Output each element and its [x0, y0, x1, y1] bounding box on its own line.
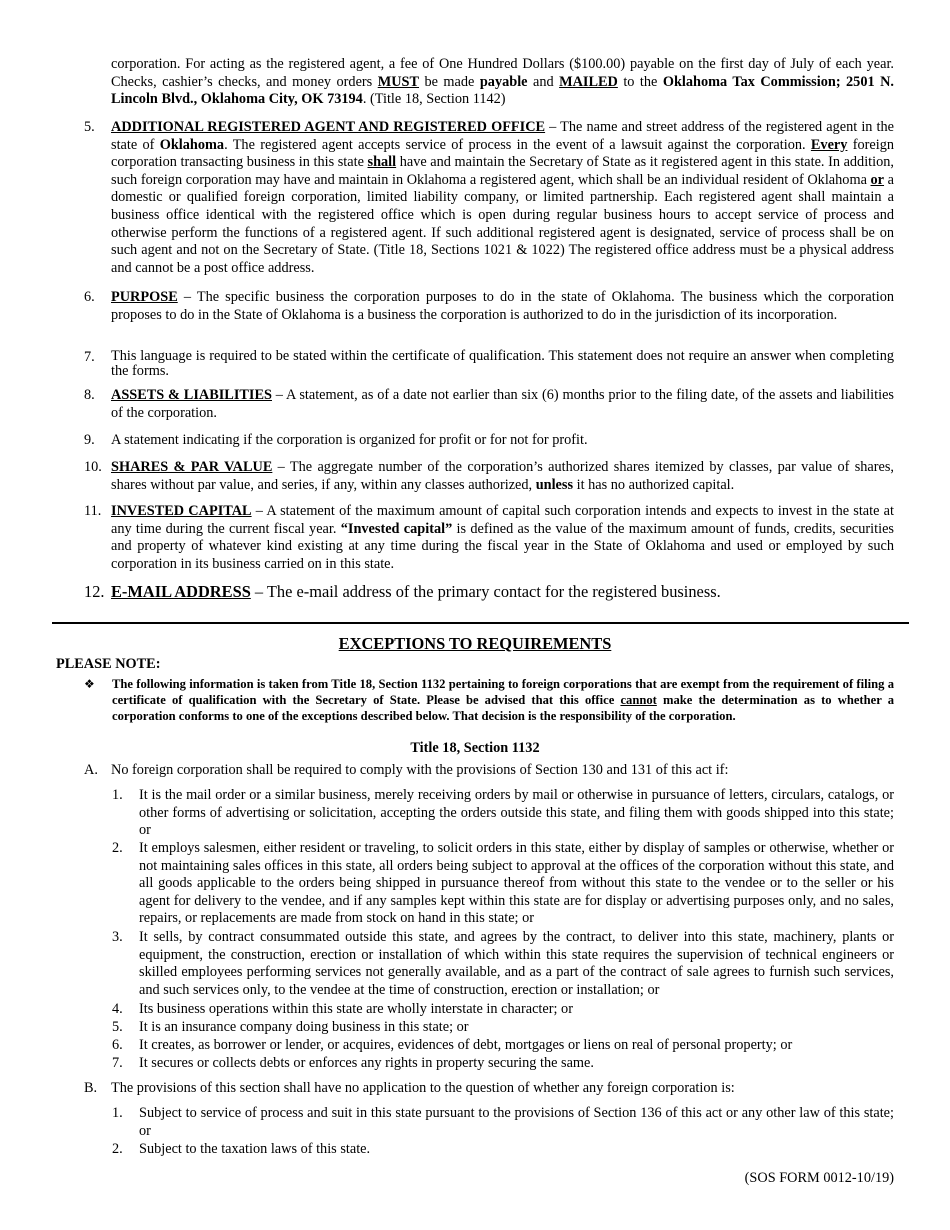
item-number: 9.	[84, 432, 95, 448]
b-item-2: 2. Subject to the taxation laws of this state.	[112, 1141, 371, 1157]
list-item-12: 12. E-MAIL ADDRESS – The e-mail address of the primary contact for the registered business.	[84, 582, 721, 601]
a-item-1: 1. It is the mail order or a similar business, merely receiving orders by mail or otherwise in pursuance of letters, circulars, catalogs, or other forms of advertising or solicitation, accepting the orders outside this state, and filing them with goods shipped into this state; or	[112, 787, 894, 839]
item-heading: SHARES & PAR VALUE	[111, 459, 273, 475]
must-emphasis: MUST	[377, 73, 420, 90]
paragraph-label: A.	[84, 762, 98, 778]
list-item-10: 10. SHARES & PAR VALUE – The aggregate number of the corporation’s authorized shares itemized by classes, par value of shares, shares without par value, and series, if any, within any classes authorized, unless it has no authorized capital.	[84, 459, 894, 493]
a-item-2: 2. It employs salesmen, either resident or traveling, to solicit orders in this state, either by display of samples or otherwise, whether or not maintaining sales offices in this state, all orders being subject to approval at the offices of the corporation without this state, and all goods applicable to the orders being shipped in pursuance thereof from without this state to the vendee or to the seller or his agent for delivery to the vendee, and if any samples kept within this state are for display or advertising purposes only, and no sales, repairs, or replacements are made from stock on hand in this state; or	[112, 840, 894, 927]
a-item-6: 6. It creates, as borrower or lender, or acquires, evidences of debt, mortgages or liens on real of personal property; or	[112, 1037, 793, 1053]
item-number: 11.	[84, 503, 102, 519]
list-item-8: 8. ASSETS & LIABILITIES – A statement, as of a date not earlier than six (6) months prior to the filing date, of the assets and liabilities of the corporation.	[84, 387, 894, 421]
list-item-5: 5. ADDITIONAL REGISTERED AGENT AND REGISTERED OFFICE – The name and street address of the registered agent in the state of Oklahoma. The registered agent accepts service of process in the event of a lawsuit against the corporation. Every foreign corporation transacting business in this state shall have and maintain the Secretary of State as it registered agent in this state. In addition, such foreign corporation may have and maintain in Oklahoma a registered agent, which shall be an individual resident of Oklahoma or a domestic or qualified foreign corporation, limited liability company, or limited partnership. Each registered agent shall maintain a business office identical with the registered office which is open during regular business hours to accept service of process and otherwise perform the functions of a registered agent. If such additional registered agent is designated, service of process shall be on such agent and not on the Secretary of State. (Title 18, Sections 1021 & 1022) The registered office address must be a physical address and cannot be a post office address.	[84, 119, 895, 276]
item-number: 7.	[84, 349, 95, 365]
a-item-5: 5. It is an insurance company doing business in this state; or	[112, 1019, 469, 1035]
list-item-9: 9. A statement indicating if the corporation is organized for profit or for not for profit.	[84, 432, 588, 448]
paragraph-label: B.	[84, 1080, 98, 1096]
a-item-3: 3. It sells, by contract consummated outside this state, and agrees by the contract, to deliver into this state, machinery, plants or equipment, the construction, erection or installation of which within this state requires the supervision of technical engineers or skilled employees performing services not generally available, and as a part of the contract of sale agrees to furnish such services, and such services only, to the vendee at the time of construction, erection or installation; or	[112, 929, 894, 998]
diamond-bullet-icon: ❖	[84, 677, 95, 691]
item-number: 5.	[84, 119, 95, 135]
item-number: 12.	[84, 582, 105, 601]
paragraph-a: A. No foreign corporation shall be required to comply with the provisions of Section 130 and 131 of this act if:	[84, 762, 729, 778]
exceptions-title: EXCEPTIONS TO REQUIREMENTS	[338, 634, 612, 653]
item-heading: INVESTED CAPITAL	[111, 503, 252, 519]
item-heading: PURPOSE	[111, 289, 178, 305]
item-heading: ASSETS & LIABILITIES	[111, 387, 272, 403]
intro-paragraph: corporation. For acting as the registered agent, a fee of One Hundred Dollars ($100.00) payable on the first day of July of each year. Checks, cashier’s checks, and money orders MUST be made payable and MAILED to the Oklahoma Tax Commission; 2501 N. Lincoln Blvd., Oklahoma City, OK 73194. (Title 18, Section 1142)	[111, 56, 894, 108]
list-item-7: 7. This language is required to be stated within the certificate of qualification. This statement does not require an answer when completing the forms.	[84, 348, 894, 379]
b-item-1: 1. Subject to service of process and suit in this state pursuant to the provisions of Section 136 of this act or any other law of this state; or	[112, 1105, 894, 1139]
item-heading: E-MAIL ADDRESS	[111, 582, 251, 601]
a-item-4: 4. Its business operations within this state are wholly interstate in character; or	[112, 1001, 573, 1017]
paragraph-b: B. The provisions of this section shall have no application to the question of whether any foreign corporation is:	[84, 1080, 735, 1096]
commission-address: Oklahoma Tax Commission; 2501 N. Lincoln Blvd., Oklahoma City, OK 73194	[111, 73, 894, 108]
payable-emphasis: payable	[479, 73, 528, 90]
section-title: Title 18, Section 1132	[410, 740, 540, 756]
item-number: 8.	[84, 387, 95, 403]
note-bullet-item: ❖ The following information is taken from Title 18, Section 1132 pertaining to foreign corporations that are exempt from the requirement of filing a certificate of qualification with the Secretary of State. Please be advised that this office cannot make the determination as to whether a corporation conforms to one of the exceptions described below. That decision is the responsibility of the corporation.	[84, 677, 894, 723]
please-note-label: PLEASE NOTE:	[56, 656, 161, 672]
item-number: 6.	[84, 289, 95, 305]
list-item-6: 6. PURPOSE – The specific business the corporation purposes to do in the state of Oklahoma. The business which the corporation proposes to do in the State of Oklahoma is a business the corporation is authorized to do in the jurisdiction of its incorporation.	[84, 289, 894, 323]
item-number: 10.	[84, 459, 102, 475]
mailed-emphasis: MAILED	[559, 73, 618, 90]
form-number: (SOS FORM 0012-10/19)	[744, 1170, 894, 1186]
section-divider	[52, 622, 909, 624]
item-heading: ADDITIONAL REGISTERED AGENT AND REGISTERED OFFICE	[111, 119, 546, 135]
a-item-7: 7. It secures or collects debts or enforces any rights in property securing the same.	[112, 1055, 594, 1071]
list-item-11: 11. INVESTED CAPITAL – A statement of the maximum amount of capital such corporation intends and expects to invest in the state at any time during the current fiscal year. “Invested capital” is defined as the value of the maximum amount of funds, credits, securities and property of whatever kind existing at any time during the fiscal year in the State of Oklahoma and used or employed by such corporation in its business carried on in this state.	[84, 503, 894, 572]
